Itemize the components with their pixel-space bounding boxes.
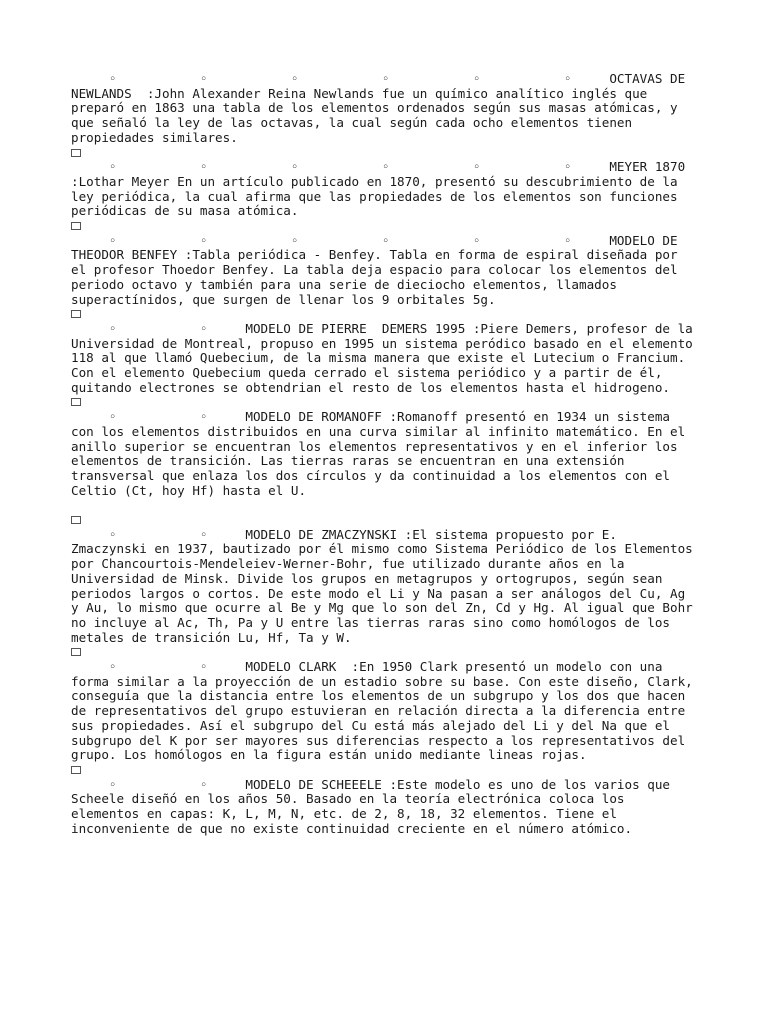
- section-zmaczynski: [71, 526, 701, 646]
- section-text: MODELO DE ROMANOFF :Romanoff presentó en 1934 un sistema con los elementos distribuidos en una curva similar al infinito matemático. En el anillo superior se encuentran los elementos representativos y en el inferior los elementos de transición. Las tierras raras se encuentran en una extensión transversal que enlaza los dos círculos y da continuidad a los elementos con el Celtio (Ct, hoy Hf) hasta el U.: [71, 409, 693, 498]
- section-text: MODELO DE PIERRE DEMERS 1995 :Piere Demers, profesor de la Universidad de Montreal, propuso en 1995 un sistema peródico basado en el elemento 118 al que llamó Quebecium, de la misma manera que existe el Lutecium o Francium. Con el elemento Quebecium queda cerrado el sistema periódico y a partir de él, quitando electrones se obtendrian el resto de los elementos hasta el hidrogeno.: [71, 320, 701, 395]
- bullet-markers: ◦ ◦: [71, 776, 246, 792]
- paragraph-separator: [71, 645, 698, 660]
- document-page: [71, 71, 701, 836]
- section-text: MODELO DE SCHEEELE :Este modelo es uno de los varios que Scheele diseñó en los años 50. Basado en la teoría electrónica coloca los elementos en capas: K, L, M, N, etc. de 2, 8, 18, 32 elementos. Tiene el inconveniente de que no existe continuidad creciente en el número atómico.: [71, 776, 678, 836]
- bullet-markers: ◦ ◦ ◦ ◦ ◦ ◦: [71, 232, 610, 248]
- bullet-markers: ◦ ◦ ◦ ◦ ◦ ◦: [71, 71, 610, 86]
- paragraph-separator: [71, 219, 698, 234]
- section-newlands: [71, 72, 698, 146]
- separator-box-icon: [71, 310, 81, 318]
- separator-box-icon: [71, 222, 81, 230]
- paragraph-separator: [71, 763, 698, 778]
- section-meyer: [71, 160, 698, 219]
- paragraph-separator: [71, 146, 698, 161]
- section-benfey: [71, 234, 698, 308]
- paragraph-separator: [71, 395, 698, 410]
- bullet-markers: ◦ ◦: [71, 659, 246, 675]
- separator-box-icon: [71, 516, 81, 524]
- separator-box-icon: [71, 398, 81, 406]
- section-text: MODELO CLARK :En 1950 Clark presentó un modelo con una forma similar a la proyección de un estadio sobre su base. Con este diseño, Clark, conseguía que la distancia entre los elementos de un subgrupo y los dos que hacen de representativos del grupo estuvieran en relación directa a la diferencia entre sus propiedades. Así el subgrupo del Cu está más alejado del Li y del Na que el subgrupo del K por ser mayores sus diferencias respecto a los representativos del grupo. Los homólogos en la figura están unido mediante lineas rojas.: [71, 659, 701, 763]
- section-demers: [71, 320, 701, 396]
- separator-box-icon: [71, 149, 81, 157]
- bullet-markers: ◦ ◦: [71, 409, 246, 425]
- section-text: MODELO DE THEODOR BENFEY :Tabla periódica - Benfey. Tabla en forma de espiral diseñada por el profesor Thoedor Benfey. La tabla deja espacio para colocar los elementos del periodo octavo y también para una serie de dieciocho elementos, llamados superactínidos, que surgen de llenar los 9 orbitales 5g.: [71, 232, 686, 307]
- paragraph-separator: [71, 513, 698, 528]
- section-text: OCTAVAS DE NEWLANDS :John Alexander Reina Newlands fue un químico analítico inglés que preparó en 1863 una tabla de los elementos ordenados según sus masas atómicas, y que señaló la ley de las octavas, la cual según cada ocho elementos tienen propiedades similares.: [71, 71, 693, 145]
- bullet-markers: ◦ ◦: [71, 526, 246, 542]
- bullet-markers: ◦ ◦ ◦ ◦ ◦ ◦: [71, 159, 610, 175]
- separator-box-icon: [71, 766, 81, 774]
- blank-line: [71, 498, 698, 513]
- section-text: MODELO DE ZMACZYNSKI :El sistema propuesto por E. Zmaczynski en 1937, bautizado por él mismo como Sistema Periódico de los Elementos por Chancourtois-Mendeleiev-Werner-Bohr, fue utilizado durante años en la Universidad de Minsk. Divide los grupos en metagrupos y ortogrupos, según sean periodos largos o cortos. De este modo el Li y Na pasan a ser análogos del Cu, Ag y Au, lo mismo que ocurre al Be y Mg que lo son del Zn, Cd y Hg. Al igual que Bohr no incluye al Ac, Th, Pa y U entre las tierras raras sino como homólogos de los metales de transición Lu, Hf, Ta y W.: [71, 526, 701, 645]
- paragraph-separator: [71, 307, 698, 322]
- section-scheeele: [71, 778, 698, 837]
- bullet-markers: ◦ ◦: [71, 320, 246, 336]
- section-romanoff: [71, 410, 698, 498]
- section-clark: [71, 659, 701, 763]
- separator-box-icon: [71, 648, 81, 656]
- section-text: MEYER 1870 :Lothar Meyer En un artículo publicado en 1870, presentó su descubrimiento de la ley periódica, la cual afirma que las propiedades de los elementos son funciones periódicas de su masa atómica.: [71, 159, 693, 219]
